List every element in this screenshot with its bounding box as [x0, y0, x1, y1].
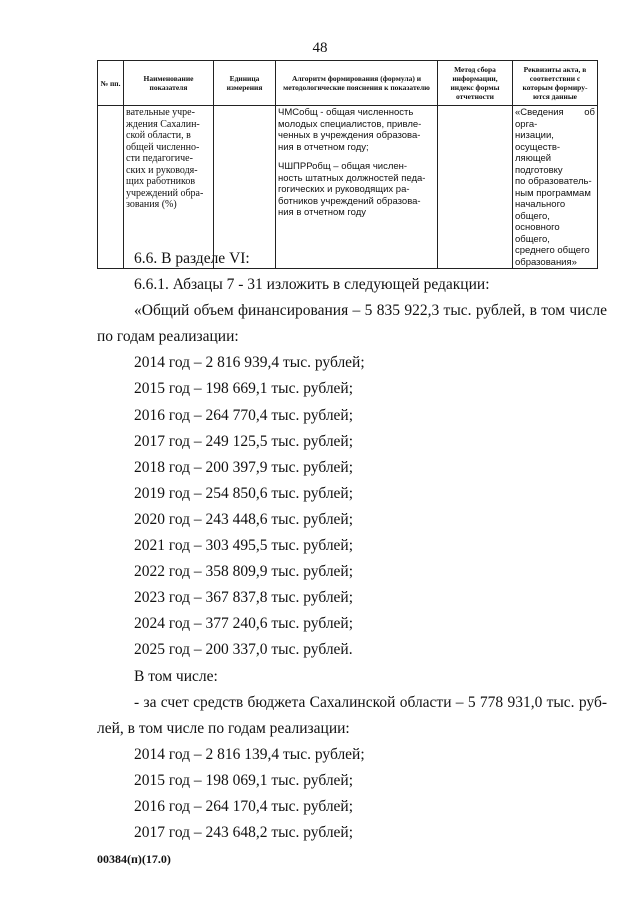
cell-indicator-name — [124, 106, 214, 269]
list-item: 2025 год – 200 337,0 тыс. рублей. — [134, 641, 353, 659]
cell-line: ской области, в — [126, 130, 191, 141]
list-item: 2017 год – 249 125,5 тыс. рублей; — [134, 432, 354, 450]
cell-method — [438, 106, 513, 269]
cell-line: гогических и руководящих ра- — [278, 184, 410, 195]
list-item: 2015 год – 198 669,1 тыс. рублей; — [134, 380, 354, 398]
indicators-table — [97, 60, 598, 269]
cell-line: учреждений обра- — [126, 187, 204, 199]
cell-line: сти педагогиче- — [126, 153, 193, 164]
cell-line: ских и руководя- — [126, 164, 198, 176]
paragraph-line: - за счет средств бюджета Сахалинской области – 5 778 931,0 тыс. руб- — [134, 693, 607, 711]
list-item: 2019 год – 254 850,6 тыс. рублей; — [134, 484, 354, 502]
cell-line: «Сведения об орга- — [515, 107, 595, 130]
cell-line: вательные учре- — [126, 107, 195, 118]
cell-unit — [214, 106, 276, 269]
cell-num — [98, 106, 124, 269]
cell-line: ния в отчетном году; — [278, 141, 369, 153]
header-indicator-name: Наименование показателя — [124, 61, 214, 106]
cell-line: основного общего, — [515, 222, 560, 245]
cell-line: низации, осуществ- — [515, 130, 561, 153]
cell-spacer — [278, 153, 435, 161]
list-item: 2021 год – 303 495,5 тыс. рублей; — [134, 537, 354, 555]
header-requisites: Реквизиты акта, в соответствии с которым формиру- ются данные — [513, 61, 598, 106]
cell-line: ЧШПРРобщ – общая числен- — [278, 161, 408, 172]
list-item: 2015 год – 198 069,1 тыс. рублей; — [134, 771, 354, 789]
cell-line: ботников учреждений образова- — [278, 195, 421, 207]
cell-line: ченных в учреждения образова- — [278, 130, 421, 141]
document-body — [97, 246, 607, 846]
cell-line: по образователь- — [515, 176, 592, 187]
cell-line: ждения Сахалин- — [126, 118, 200, 130]
list-item: 2014 год – 2 816 939,4 тыс. рублей; — [134, 354, 365, 372]
document-code: 00384(п)(17.0) — [97, 852, 171, 866]
header-algorithm: Алгоритм формирования (формула) и методологические пояснения к показателю — [276, 61, 438, 106]
table-header-row — [98, 61, 598, 106]
cell-line: щих работников — [126, 176, 196, 187]
header-method: Метод сбора информации, индекс формы отчетности — [438, 61, 513, 106]
table-row — [98, 106, 598, 269]
paragraph-line: лей, в том числе по годам реализации: — [97, 719, 350, 737]
cell-line: образования» — [515, 256, 577, 268]
subsection-heading: 6.6.1. Абзацы 7 - 31 изложить в следующей редакции: — [134, 276, 490, 294]
including-heading: В том числе: — [134, 667, 218, 685]
paragraph-line: «Общий объем финансирования – 5 835 922,3 тыс. рублей, в том числе — [134, 302, 607, 320]
header-num: № пп. — [98, 61, 124, 106]
list-item: 2018 год – 200 397,9 тыс. рублей; — [134, 458, 354, 476]
cell-line: среднего общего — [515, 245, 590, 256]
paragraph-line: по годам реализации: — [97, 328, 239, 346]
list-item: 2017 год – 243 648,2 тыс. рублей; — [134, 824, 354, 842]
cell-requisites — [513, 106, 598, 269]
cell-line: начального общего, — [515, 199, 566, 222]
list-item: 2024 год – 377 240,6 тыс. рублей; — [134, 615, 354, 633]
list-item: 2016 год – 264 170,4 тыс. рублей; — [134, 797, 354, 815]
cell-line: ния в отчетном году — [278, 207, 367, 218]
list-item: 2023 год – 367 837,8 тыс. рублей; — [134, 589, 354, 607]
cell-line: общей численно- — [126, 141, 200, 153]
page-number: 48 — [312, 40, 328, 56]
list-item: 2022 год – 358 809,9 тыс. рублей; — [134, 563, 354, 581]
cell-line: ным программам — [515, 187, 591, 199]
cell-line: молодых специалистов, привле- — [278, 118, 422, 130]
list-item: 2020 год – 243 448,6 тыс. рублей; — [134, 510, 354, 528]
section-heading: 6.6. В разделе VI: — [134, 250, 250, 267]
header-unit: Единица измерения — [214, 61, 276, 106]
cell-line: зования (%) — [126, 199, 177, 210]
list-item: 2016 год – 264 770,4 тыс. рублей; — [134, 406, 354, 424]
cell-line: ЧМСобщ - общая численность — [278, 107, 414, 118]
cell-line: ляющей подготовку — [515, 153, 563, 176]
list-item: 2014 год – 2 816 139,4 тыс. рублей; — [134, 745, 365, 763]
cell-line: ность штатных должностей педа- — [278, 172, 426, 184]
cell-algorithm — [276, 106, 438, 269]
